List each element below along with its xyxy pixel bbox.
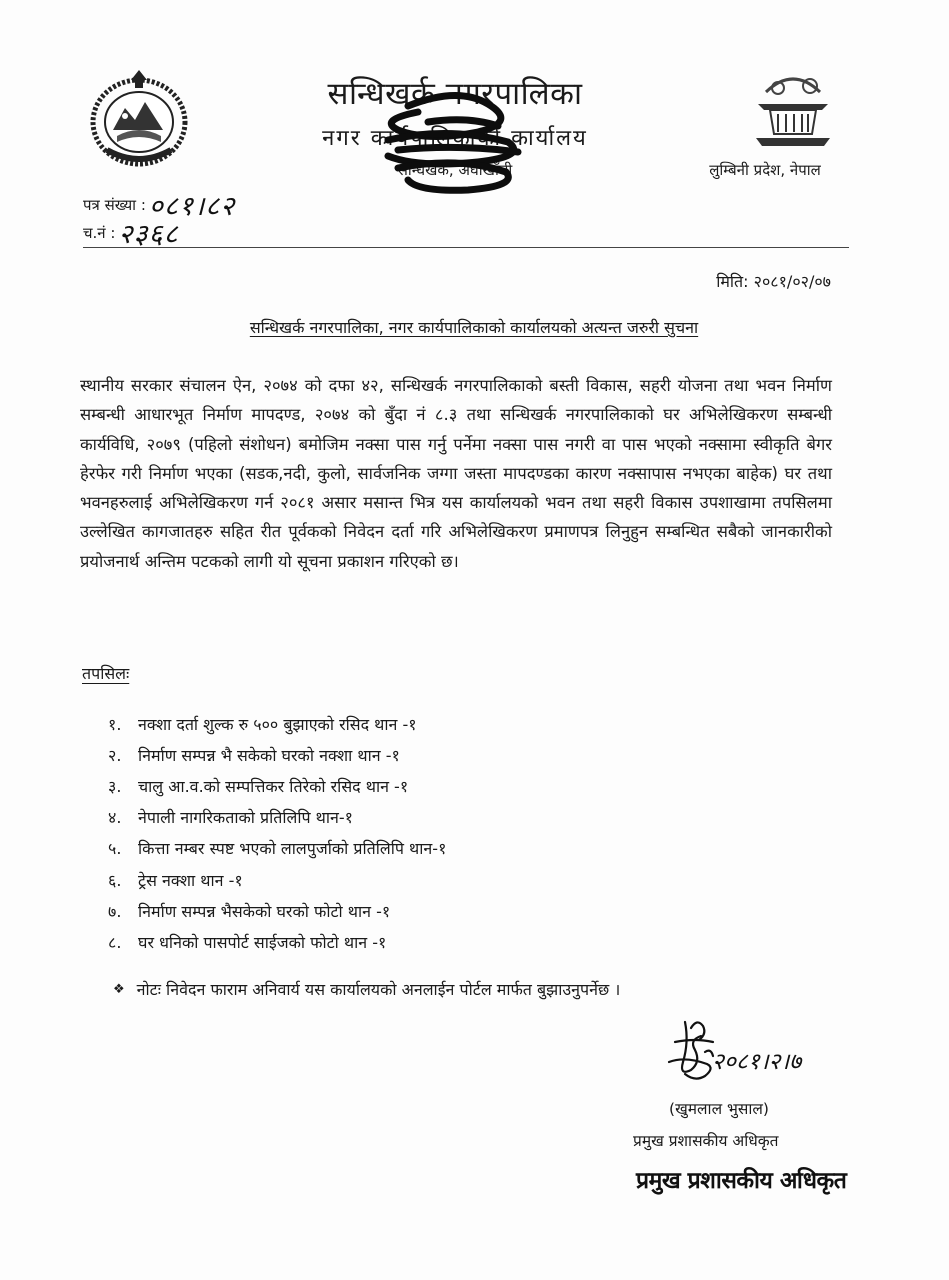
item-text: नक्शा दर्ता शुल्क रु ५०० बुझाएको रसिद थान -१ — [138, 714, 417, 734]
notice-body: स्थानीय सरकार संचालन ऐन, २०७४ को दफा ४२, सन्धिखर्क नगरपालिकाको बस्ती विकास, सहरी योजना तथा भवन निर्माण सम्बन्धी आधारभूत निर्माण मापदण्ड, २०७४ को बुँदा नं ८.३ तथा सन्धिखर्क नगरपालिकाको घर अभिलेखिकरण सम्बन्धी कार्यविधि, २०७९ (पहिलो संशोधन) बमोजिम नक्सा पास गर्नु पर्नेमा नक्सा पास नगरी वा पास भएको नक्सामा स्वीकृति बेगर हेरफेर गरी निर्माण भएका (सडक,नदी, कुलो, सार्वजनिक जग्गा जस्ता मापदण्डका कारण नक्सापास नभएका बाहेक) घर तथा भवनहरुलाई अभिलेखिकरण गर्न २०८१ असार मसान्त भित्र यस कार्यालयको भवन तथा सहरी विकास उपशाखामा तपसिलमा उल्लेखित कागजातहरु सहित रीत पूर्वकको निवेदन दर्ता गरि अभिलेखिकरण प्रमाणपत्र लिनुहुन सम्बन्धित सबैको जानकारीको प्रयोजनार्थ अन्तिम पटकको लागी यो सूचना प्रकाशन गरिएको छ। — [80, 376, 832, 571]
item-text: ट्रेस नक्शा थान -१ — [138, 870, 243, 890]
designation-stamp: प्रमुख प्रशासकीय अधिकृत — [636, 1168, 847, 1194]
list-item — [108, 739, 446, 770]
item-text: निर्माण सम्पन्न भैसकेको घरको फोटो थान -१ — [138, 901, 391, 921]
government-emblem-icon — [85, 68, 193, 168]
item-text: नेपाली नागरिकताको प्रतिलिपि थान-१ — [138, 808, 353, 828]
list-item — [108, 708, 446, 739]
item-number: १. — [108, 714, 122, 734]
ink-scribble — [368, 86, 530, 196]
details-heading: तपसिलः — [82, 664, 130, 683]
dispatch-number-value: २३६८ — [118, 219, 179, 250]
municipality-logo-icon — [748, 62, 838, 150]
list-item — [108, 770, 446, 801]
list-item — [108, 895, 446, 926]
item-text: निर्माण सम्पन्न भै सकेको घरको नक्शा थान -१ — [138, 745, 400, 765]
province-label: लुम्बिनी प्रदेश, नेपाल — [709, 161, 821, 179]
notice-title — [80, 316, 868, 338]
municipality-name: सन्धिखर्क नगरपालिका — [327, 76, 583, 112]
list-item — [108, 833, 446, 864]
note-line — [113, 978, 620, 1000]
item-number: ५. — [108, 839, 122, 859]
letter-number-value: ०८१।८२ — [148, 191, 236, 222]
item-number: ४. — [108, 808, 122, 828]
item-number: ६. — [108, 870, 122, 890]
dispatch-number-row — [83, 214, 179, 251]
item-number: ३. — [108, 776, 122, 796]
signer-name: (खुमलाल भुसाल) — [669, 1100, 769, 1118]
item-text: चालु आ.व.को सम्पत्तिकर तिरेको रसिद थान -१ — [138, 776, 409, 796]
requirements-list — [108, 708, 446, 958]
letter-number-label: पत्र संख्या : — [83, 195, 146, 214]
list-item — [108, 802, 446, 833]
office-name: नगर कार्यपालिकाको कार्यालय — [322, 126, 588, 151]
item-text: कित्ता नम्बर स्पष्ट भएको लालपुर्जाको प्रतिलिपि थान-१ — [138, 839, 447, 859]
note-text: नोटः निवेदन फाराम अनिवार्य यस कार्यालयको अनलाईन पोर्टल मार्फत बुझाउनुपर्नेछ । — [136, 980, 621, 999]
item-number: ७. — [108, 901, 122, 921]
list-item — [108, 926, 446, 957]
item-text: घर धनिको पासपोर्ट साईजको फोटो थान -१ — [138, 932, 387, 952]
list-item — [108, 864, 446, 895]
dispatch-number-label: च.नं : — [83, 223, 116, 242]
item-number: ८. — [108, 932, 122, 952]
header-divider — [83, 247, 849, 248]
notice-title-text: सन्धिखर्क नगरपालिका, नगर कार्यपालिकाको कार्यालयको अत्यन्त जरुरी सुचना — [249, 318, 699, 337]
notice-date: मिति: २०८१/०२/०७ — [716, 272, 831, 291]
signature-date: २०८१।२।७ — [712, 1049, 802, 1075]
office-address: सन्धिखर्क, अर्घाखाँची — [397, 161, 513, 179]
item-number: २. — [108, 745, 122, 765]
diamond-bullet-icon: ❖ — [113, 981, 125, 997]
signer-designation: प्रमुख प्रशासकीय अधिकृत — [633, 1132, 779, 1150]
